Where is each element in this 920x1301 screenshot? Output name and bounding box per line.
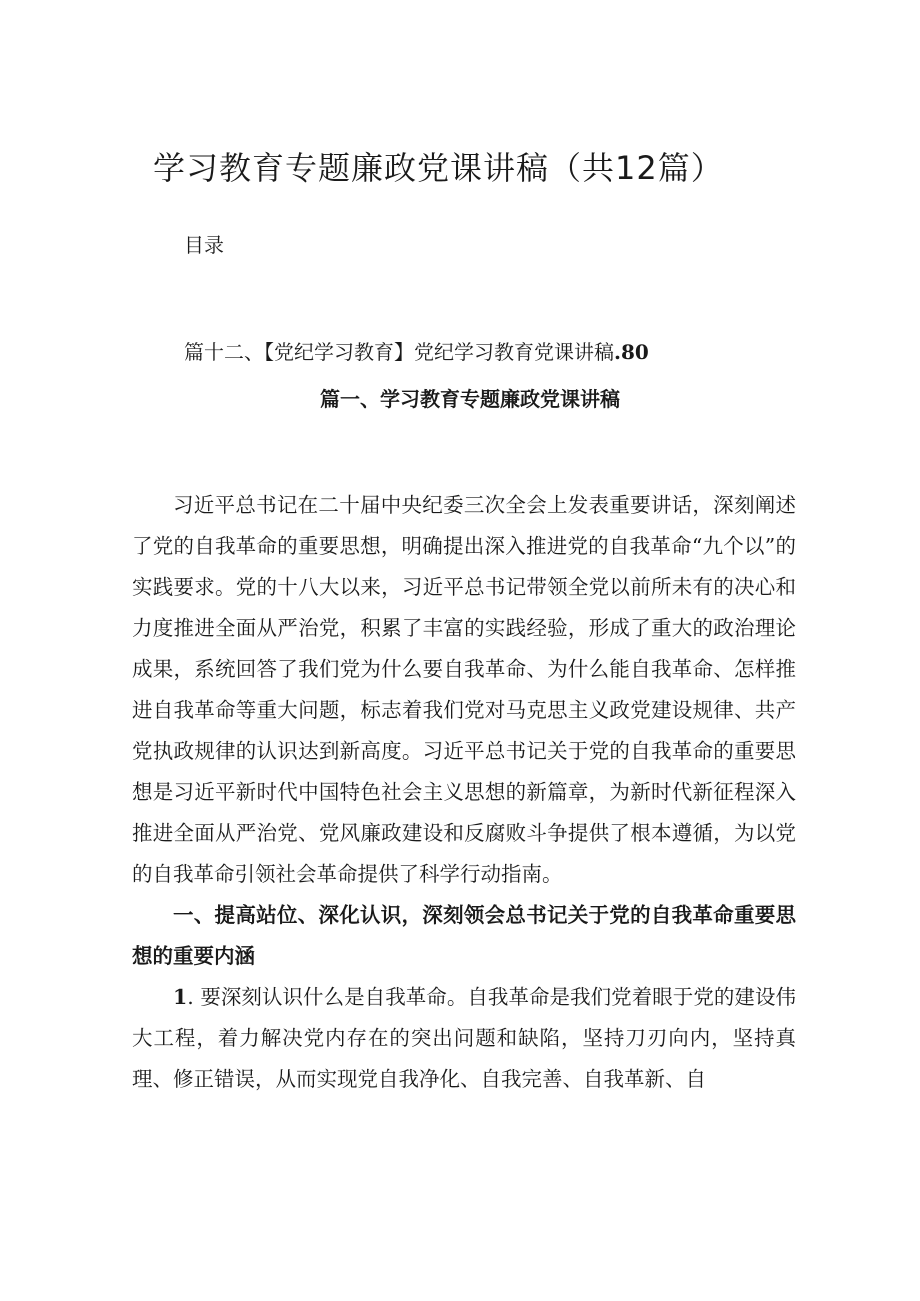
toc-entry[interactable]: [184, 337, 649, 367]
item-number: 1: [173, 985, 188, 1009]
toc-entry-page-number: .80: [614, 340, 649, 364]
toc-entry-label: 篇十二、【党纪学习教育】党纪学习教育党课讲稿: [184, 340, 614, 364]
body-paragraph: 习近平总书记在二十届中央纪委三次全会上发表重要讲话，深刻阐述了党的自我革命的重要思想，明确提出深入推进党的自我革命“九个以”的实践要求。党的十八大以来，习近平总书记带领全党以前所未有的决心和力度推进全面从严治党，积累了丰富的实践经验，形成了重大的政治理论成果，系统回答了我们党为什么要自我革命、为什么能自我革命、怎样推进自我革命等重大问题，标志着我们党对马克思主义政党建设规律、共产党执政规律的认识达到新高度。习近平总书记关于党的自我革命的重要思想是习近平新时代中国特色社会主义思想的新篇章，为新时代新征程深入推进全面从严治党、党风廉政建设和反腐败斗争提供了根本遵循，为以党的自我革命引领社会革命提供了科学行动指南。: [132, 493, 796, 886]
body-text: [132, 485, 796, 1100]
toc-label: 目录: [184, 233, 224, 257]
document-title: 学习教育专题廉政党课讲稿（共12篇）: [153, 149, 724, 187]
item-text: . 要深刻认识什么是自我革命。自我革命是我们党着眼于党的建设伟大工程，着力解决党内存在的突出问题和缺陷，坚持刀刃向内，坚持真理、修正错误，从而实现党自我净化、自我完善、自我革新、自: [132, 985, 796, 1091]
section-title: 篇一、学习教育专题廉政党课讲稿: [320, 387, 620, 411]
body-paragraph-numbered: [132, 977, 796, 1100]
section-heading: 一、提高站位、深化认识，深刻领会总书记关于党的自我革命重要思想的重要内涵: [132, 903, 796, 968]
